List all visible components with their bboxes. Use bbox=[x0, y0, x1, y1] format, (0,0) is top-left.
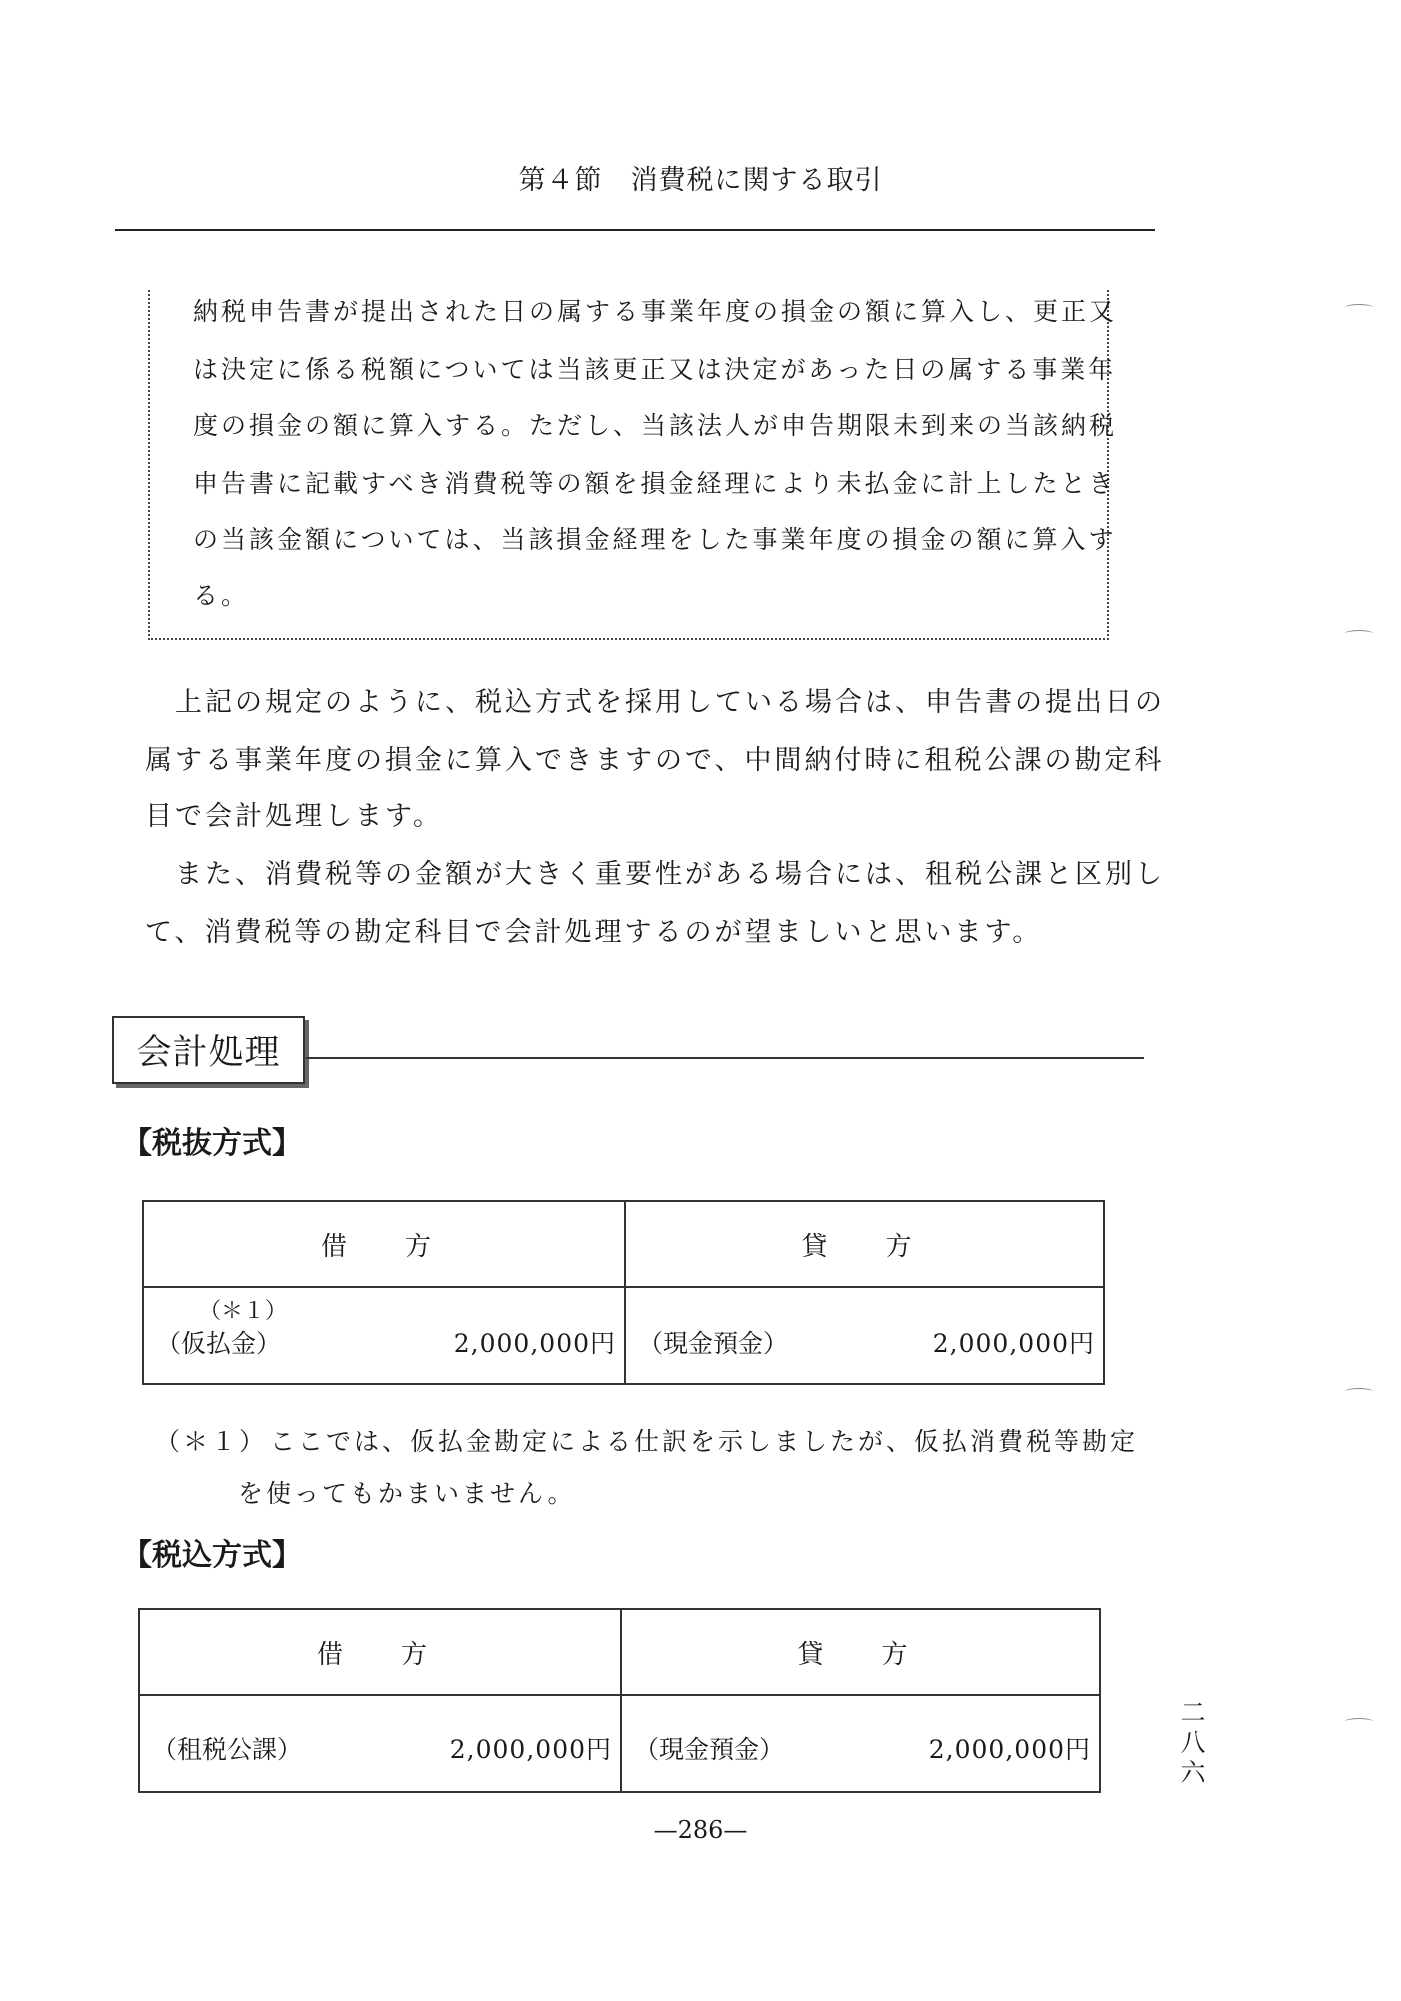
section-divider bbox=[306, 1057, 1144, 1059]
scan-mark bbox=[1345, 630, 1373, 637]
debit-header: 借 方 bbox=[143, 1201, 625, 1287]
tax-included-heading: 【税込方式】 bbox=[122, 1538, 302, 1573]
scan-mark bbox=[1345, 1718, 1373, 1725]
side-page-digit: 二 bbox=[1180, 1698, 1206, 1727]
chapter-title: 第４節 消費税に関する取引 bbox=[518, 165, 883, 196]
header-divider bbox=[115, 229, 1155, 231]
quote-line: の当該金額については、当該損金経理をした事業年度の損金の額に算入す bbox=[193, 525, 1117, 554]
credit-header: 貸 方 bbox=[621, 1609, 1100, 1695]
debit-entry bbox=[143, 1287, 625, 1384]
quote-line: 度の損金の額に算入する。ただし、当該法人が申告期限未到来の当該納税 bbox=[193, 411, 1118, 440]
journal-table-tax-included bbox=[138, 1608, 1101, 1793]
footnote-label: （＊１） bbox=[155, 1427, 268, 1456]
debit-header: 借 方 bbox=[139, 1609, 621, 1695]
credit-entry bbox=[621, 1695, 1100, 1792]
quote-line: る。 bbox=[193, 581, 250, 610]
side-page-digit: 八 bbox=[1180, 1728, 1206, 1757]
credit-header: 貸 方 bbox=[625, 1201, 1104, 1287]
section-heading: 会計処理 bbox=[112, 1016, 305, 1084]
quote-line: 申告書に記載すべき消費税等の額を損金経理により未払金に計上したとき bbox=[193, 469, 1117, 498]
side-page-number bbox=[1178, 1698, 1208, 1788]
quote-line: 納税申告書が提出された日の属する事業年度の損金の額に算入し、更正又 bbox=[193, 297, 1118, 326]
credit-account: （現金預金） bbox=[634, 1735, 785, 1764]
quote-line: は決定に係る税額については当該更正又は決定があった日の属する事業年 bbox=[193, 355, 1117, 384]
debit-amount: 2,000,000円 bbox=[449, 1735, 612, 1764]
body-line: 目で会計処理します。 bbox=[145, 801, 443, 832]
scan-mark bbox=[1345, 304, 1373, 311]
debit-entry bbox=[139, 1695, 621, 1792]
side-page-digit: 六 bbox=[1180, 1758, 1206, 1787]
scan-mark bbox=[1345, 1388, 1373, 1395]
body-line: て、消費税等の勘定科目で会計処理するのが望ましいと思います。 bbox=[145, 917, 1043, 948]
note-marker: （＊１） bbox=[199, 1299, 288, 1324]
credit-amount: 2,000,000円 bbox=[928, 1735, 1091, 1764]
debit-account: （仮払金） bbox=[156, 1329, 282, 1358]
footnote-text: を使ってもかまいません。 bbox=[238, 1479, 576, 1508]
body-line: 属する事業年度の損金に算入できますので、中間納付時に租税公課の勘定科 bbox=[145, 745, 1165, 776]
tax-excluded-heading: 【税抜方式】 bbox=[122, 1126, 302, 1161]
body-line: また、消費税等の金額が大きく重要性がある場合には、租税公課と区別し bbox=[175, 859, 1165, 890]
credit-entry bbox=[625, 1287, 1104, 1384]
footnote-text: ここでは、仮払金勘定による仕訳を示しましたが、仮払消費税等勘定 bbox=[270, 1427, 1139, 1456]
debit-amount: 2,000,000円 bbox=[453, 1329, 616, 1358]
credit-amount: 2,000,000円 bbox=[932, 1329, 1095, 1358]
body-line: 上記の規定のように、税込方式を採用している場合は、申告書の提出日の bbox=[175, 687, 1165, 718]
page-number: —286— bbox=[653, 1816, 748, 1844]
credit-account: （現金預金） bbox=[638, 1329, 789, 1358]
journal-table-tax-excluded bbox=[142, 1200, 1105, 1385]
debit-account: （租税公課） bbox=[152, 1735, 303, 1764]
